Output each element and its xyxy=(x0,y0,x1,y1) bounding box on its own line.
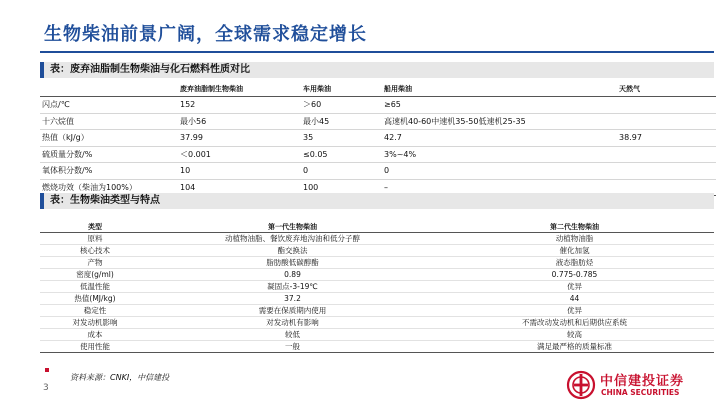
company-logo xyxy=(566,369,714,401)
table-cell: 最小56 xyxy=(180,113,303,130)
table-cell: 燃烧功效（柴油为100%） xyxy=(40,179,180,196)
logo-name-en: CHINA SECURITIES xyxy=(601,388,680,397)
table-cell: 较低 xyxy=(150,329,435,341)
table-cell: ＞60 xyxy=(303,97,384,114)
table-cell: 需要在保质期内使用 xyxy=(150,305,435,317)
table-cell: 104 xyxy=(180,179,303,196)
table2-header-cell: 第一代生物柴油 xyxy=(150,221,435,233)
table-row xyxy=(40,341,714,353)
table1-header-cell: 车用柴油 xyxy=(303,81,384,97)
table-cell: 高速机40-60中速机35-50低速机25-35 xyxy=(384,113,619,130)
table-cell: 0 xyxy=(303,163,384,180)
table-cell: ＜0.001 xyxy=(180,146,303,163)
table-cell xyxy=(619,113,716,130)
table1-header-cell xyxy=(40,81,180,97)
table-cell: 使用性能 xyxy=(40,341,150,353)
table-cell: 产物 xyxy=(40,257,150,269)
table-cell: 对发动机有影响 xyxy=(150,317,435,329)
table-cell: 42.7 xyxy=(384,130,619,147)
table-row xyxy=(40,233,714,245)
table-cell: 热值(MJ/kg) xyxy=(40,293,150,305)
table-row xyxy=(40,245,714,257)
table-cell: 密度(g/ml) xyxy=(40,269,150,281)
table-row xyxy=(40,257,714,269)
table-cell: 不需改动发动机和后期供应系统 xyxy=(435,317,714,329)
table-cell: 10 xyxy=(180,163,303,180)
table-row xyxy=(40,146,716,163)
table1-header-cell: 废弃油脂制生物柴油 xyxy=(180,81,303,97)
table-cell: 满足最严格的质量标准 xyxy=(435,341,714,353)
table-cell: 液态脂肪烃 xyxy=(435,257,714,269)
table-cell: 3%~4% xyxy=(384,146,619,163)
table-cell: 0.775-0.785 xyxy=(435,269,714,281)
table-cell: 最小45 xyxy=(303,113,384,130)
table-cell: 催化加氢 xyxy=(435,245,714,257)
table-row xyxy=(40,329,714,341)
table1-header-row xyxy=(40,81,716,97)
table2-header-cell: 第二代生物柴油 xyxy=(435,221,714,233)
table-cell: 热值（kJ/g） xyxy=(40,130,180,147)
table2-heading: 表：生物柴油类型与特点 xyxy=(40,193,714,209)
table-row xyxy=(40,113,716,130)
table2-header-row xyxy=(40,221,714,233)
table-cell: 35 xyxy=(303,130,384,147)
table-cell: 十六烷值 xyxy=(40,113,180,130)
table-cell xyxy=(619,97,716,114)
title-divider xyxy=(40,51,714,53)
table-cell: 动植物油脂 xyxy=(435,233,714,245)
biodiesel-types-table xyxy=(40,221,714,353)
table-row xyxy=(40,163,716,180)
table-cell: 脂肪酸低碳醇酯 xyxy=(150,257,435,269)
table-cell: 闪点/℃ xyxy=(40,97,180,114)
table-cell: 100 xyxy=(303,179,384,196)
table1-header-cell: 船用柴油 xyxy=(384,81,619,97)
table-cell: 优异 xyxy=(435,305,714,317)
table-cell xyxy=(619,163,716,180)
table-cell: 0.89 xyxy=(150,269,435,281)
fuel-comparison-table xyxy=(40,81,716,196)
table-row xyxy=(40,281,714,293)
table-cell: 凝固点-3-19℃ xyxy=(150,281,435,293)
page-number: 3 xyxy=(43,383,49,393)
table-cell: 原料 xyxy=(40,233,150,245)
table1-heading: 表：废弃油脂制生物柴油与化石燃料性质对比 xyxy=(40,62,714,78)
table-cell: – xyxy=(384,179,619,196)
table1-header-cell: 天然气 xyxy=(619,81,716,97)
table-cell: 氧体积分数/% xyxy=(40,163,180,180)
table-cell: 0 xyxy=(384,163,619,180)
table-row xyxy=(40,269,714,281)
table-cell: 酯交换法 xyxy=(150,245,435,257)
table-cell: 稳定性 xyxy=(40,305,150,317)
source-note: 资料来源：CNKI，中信建投 xyxy=(70,373,170,382)
table-cell: ≤0.05 xyxy=(303,146,384,163)
page-title: 生物柴油前景广阔，全球需求稳定增长 xyxy=(44,24,367,45)
table-cell: 优异 xyxy=(435,281,714,293)
source-bullet xyxy=(45,368,49,372)
table-cell: 硫质量分数/% xyxy=(40,146,180,163)
table-cell: 37.99 xyxy=(180,130,303,147)
table-cell: 一般 xyxy=(150,341,435,353)
logo-name-cn: 中信建投证券 xyxy=(600,374,685,389)
table-cell: 37.2 xyxy=(150,293,435,305)
table-cell xyxy=(619,146,716,163)
table-cell: 对发动机影响 xyxy=(40,317,150,329)
table2-header-cell: 类型 xyxy=(40,221,150,233)
table-cell: 较高 xyxy=(435,329,714,341)
table-cell: 动植物油脂、餐饮废弃地沟油和低分子醇 xyxy=(150,233,435,245)
table-row xyxy=(40,97,716,114)
table-cell: 44 xyxy=(435,293,714,305)
table-row xyxy=(40,293,714,305)
table-cell: 低温性能 xyxy=(40,281,150,293)
logo-emblem-icon xyxy=(566,370,596,400)
table-cell: ≥65 xyxy=(384,97,619,114)
table-cell: 核心技术 xyxy=(40,245,150,257)
table-cell: 38.97 xyxy=(619,130,716,147)
table-row xyxy=(40,305,714,317)
table-cell: 成本 xyxy=(40,329,150,341)
table-row xyxy=(40,130,716,147)
table-row xyxy=(40,317,714,329)
table-cell: 152 xyxy=(180,97,303,114)
